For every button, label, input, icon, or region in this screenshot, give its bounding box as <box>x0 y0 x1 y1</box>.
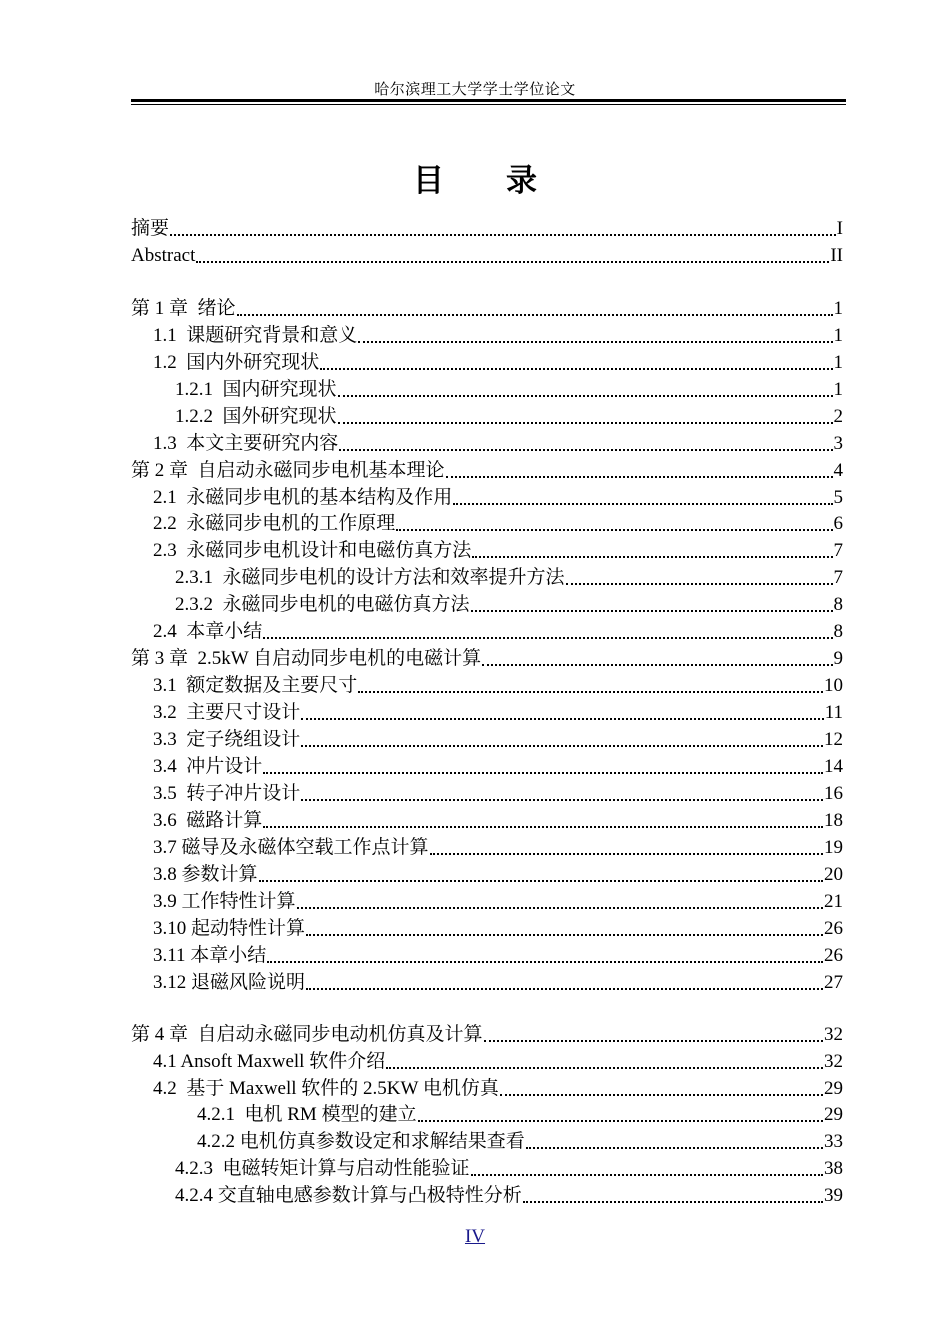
toc-entry-page: 20 <box>824 864 843 885</box>
toc-entry-page: 8 <box>833 621 843 642</box>
toc-entry-label: 1.2.1 国内研究现状 <box>175 379 337 400</box>
toc-leader-dots <box>338 394 833 397</box>
toc-entry-page: 3 <box>833 433 843 454</box>
toc-entry-page: 33 <box>824 1131 843 1152</box>
toc-entry-label: 1.3 本文主要研究内容 <box>153 433 339 454</box>
toc-entry[interactable] <box>131 751 843 778</box>
toc-leader-dots <box>306 987 823 990</box>
toc-entry-label: 3.4 冲片设计 <box>153 756 263 777</box>
toc-entry[interactable] <box>131 1153 843 1180</box>
toc-leader-dots <box>500 1093 823 1096</box>
toc-leader-dots <box>263 825 823 828</box>
toc-entry-page: 4 <box>833 460 843 481</box>
toc-entry[interactable] <box>131 1073 843 1100</box>
toc-entry[interactable] <box>131 293 843 320</box>
toc-entry[interactable] <box>131 589 843 616</box>
toc-entry-page: 7 <box>833 567 843 588</box>
toc-entry-page: 1 <box>833 298 843 319</box>
toc-entry-page: 2 <box>833 406 843 427</box>
toc-entry[interactable] <box>131 562 843 589</box>
toc-entry-page: 38 <box>824 1158 843 1179</box>
toc-leader-dots <box>297 906 823 909</box>
toc-entry-label: 4.2.3 电磁转矩计算与启动性能验证 <box>175 1158 470 1179</box>
toc-entry-label: 4.1 Ansoft Maxwell 软件介绍 <box>153 1051 386 1072</box>
toc-leader-dots <box>396 528 832 531</box>
toc-leader-dots <box>338 421 833 424</box>
header-rule-thick <box>131 99 846 102</box>
toc-entry-page: 9 <box>833 648 843 669</box>
toc-entry-label: 1.1 课题研究背景和意义 <box>153 325 358 346</box>
toc-leader-dots <box>446 475 833 478</box>
toc-entry-label: 3.10 起动特性计算 <box>153 918 306 939</box>
toc-leader-dots <box>170 233 836 236</box>
toc-leader-dots <box>263 771 823 774</box>
toc-leader-dots <box>484 1039 823 1042</box>
toc-leader-dots <box>339 448 832 451</box>
toc-entry-page: 16 <box>824 783 843 804</box>
toc-entry[interactable] <box>131 347 843 374</box>
toc-leader-dots <box>386 1066 823 1069</box>
toc-entry-page: 26 <box>824 918 843 939</box>
toc-entry-page: 1 <box>833 352 843 373</box>
toc-leader-dots <box>301 717 823 720</box>
page-footer <box>0 1226 950 1248</box>
toc-leader-dots <box>430 852 823 855</box>
toc-entry-label: 1.2 国内外研究现状 <box>153 352 320 373</box>
toc-leader-dots <box>306 933 823 936</box>
toc-entry[interactable] <box>131 1180 843 1207</box>
toc-entry-label: 3.2 主要尺寸设计 <box>153 702 301 723</box>
toc-entry-label: 2.1 永磁同步电机的基本结构及作用 <box>153 487 453 508</box>
toc-leader-dots <box>472 555 832 558</box>
page-number: IV <box>464 1226 486 1247</box>
toc-leader-dots <box>418 1119 823 1122</box>
toc-entry-page: 10 <box>824 675 843 696</box>
toc-entry-page: 18 <box>824 810 843 831</box>
header-rule-thin <box>131 104 846 105</box>
toc-entry[interactable] <box>131 1099 843 1126</box>
toc-entry[interactable] <box>131 401 843 428</box>
toc-entry-label: 4.2 基于 Maxwell 软件的 2.5KW 电机仿真 <box>153 1078 499 1099</box>
toc-entry-page: 1 <box>833 325 843 346</box>
toc-entry[interactable] <box>131 482 843 509</box>
toc-entry[interactable] <box>131 967 843 994</box>
toc-entry-page: 32 <box>824 1051 843 1072</box>
toc-entry-label: 3.7 磁导及永磁体空载工作点计算 <box>153 837 429 858</box>
toc-entry-page: 21 <box>824 891 843 912</box>
toc-leader-dots <box>263 636 832 639</box>
toc-entry-label: 4.2.2 电机仿真参数设定和求解结果查看 <box>197 1131 525 1152</box>
toc-entry-page: 6 <box>833 513 843 534</box>
toc-entry-page: 12 <box>824 729 843 750</box>
toc-leader-dots <box>237 313 833 316</box>
toc-entry[interactable] <box>131 508 843 535</box>
toc-leader-dots <box>526 1146 823 1149</box>
toc-leader-dots <box>301 798 823 801</box>
toc-entry[interactable] <box>131 913 843 940</box>
toc-entry-label: 第 1 章 绪论 <box>131 298 236 319</box>
toc-entry[interactable] <box>131 1126 843 1153</box>
toc-entry-label: 2.2 永磁同步电机的工作原理 <box>153 513 396 534</box>
toc-entry[interactable] <box>131 670 843 697</box>
toc-entry[interactable] <box>131 320 843 347</box>
toc-leader-dots <box>523 1200 823 1203</box>
toc-entry-page: 5 <box>833 487 843 508</box>
toc-leader-dots <box>320 367 832 370</box>
toc-entry-label: 3.11 本章小结 <box>153 945 267 966</box>
toc-entry-page: 29 <box>824 1104 843 1125</box>
toc-entry-page: 11 <box>824 702 843 723</box>
toc-entry-page: 32 <box>824 1024 843 1045</box>
toc-entry-page: 27 <box>824 972 843 993</box>
toc-entry-page: I <box>836 218 843 239</box>
toc-entry[interactable] <box>131 535 843 562</box>
toc-entry-label: 3.1 额定数据及主要尺寸 <box>153 675 358 696</box>
toc-entry-label: Abstract <box>131 245 196 266</box>
toc-entry[interactable] <box>131 643 843 670</box>
toc-entry-page: 14 <box>824 756 843 777</box>
toc-entry-label: 摘要 <box>131 218 170 239</box>
toc-entry-label: 2.4 本章小结 <box>153 621 263 642</box>
toc-entry-label: 2.3.1 永磁同步电机的设计方法和效率提升方法 <box>175 567 565 588</box>
title-char-right: 录 <box>506 163 537 199</box>
toc-entry-label: 第 4 章 自启动永磁同步电动机仿真及计算 <box>131 1024 483 1045</box>
toc-entry[interactable] <box>131 1019 843 1046</box>
toc-entry-page: 8 <box>833 594 843 615</box>
toc-entry[interactable] <box>131 428 843 455</box>
toc-entry[interactable] <box>131 213 843 240</box>
toc-leader-dots <box>358 690 823 693</box>
toc-entry[interactable] <box>131 374 843 401</box>
toc-entry[interactable] <box>131 832 843 859</box>
toc-entry-label: 3.9 工作特性计算 <box>153 891 296 912</box>
toc-entry-page: 1 <box>833 379 843 400</box>
toc-entry[interactable] <box>131 886 843 913</box>
toc-entry-label: 3.6 磁路计算 <box>153 810 263 831</box>
toc-entry-label: 3.5 转子冲片设计 <box>153 783 301 804</box>
toc-entry-page: 7 <box>833 540 843 561</box>
toc-leader-dots <box>301 744 823 747</box>
toc-entry-page: 29 <box>824 1078 843 1099</box>
toc-entry[interactable] <box>131 724 843 751</box>
toc-leader-dots <box>471 1173 823 1176</box>
toc-leader-dots <box>267 960 823 963</box>
toc-entry[interactable] <box>131 778 843 805</box>
toc-entry-page: 19 <box>824 837 843 858</box>
toc-leader-dots <box>196 260 829 263</box>
toc-leader-dots <box>471 609 833 612</box>
toc-leader-dots <box>482 663 832 666</box>
toc-entry-label: 2.3 永磁同步电机设计和电磁仿真方法 <box>153 540 472 561</box>
toc-entry[interactable] <box>131 697 843 724</box>
toc-entry[interactable] <box>131 1046 843 1073</box>
toc-entry[interactable] <box>131 940 843 967</box>
toc-leader-dots <box>358 340 832 343</box>
page-title <box>0 155 950 200</box>
toc-entry[interactable] <box>131 616 843 643</box>
toc-leader-dots <box>566 582 833 585</box>
toc-entry-label: 3.3 定子绕组设计 <box>153 729 301 750</box>
toc-entry-label: 4.2.1 电机 RM 模型的建立 <box>197 1104 417 1125</box>
toc-entry[interactable] <box>131 240 843 267</box>
toc-entry-page: 39 <box>824 1185 843 1206</box>
toc-leader-dots <box>453 502 832 505</box>
toc-entry-page: 26 <box>824 945 843 966</box>
toc-entry-label: 第 2 章 自启动永磁同步电机基本理论 <box>131 460 445 481</box>
toc-entry-label: 第 3 章 2.5kW 自启动同步电机的电磁计算 <box>131 648 482 669</box>
toc-entry-label: 3.8 参数计算 <box>153 864 258 885</box>
toc-entry[interactable] <box>131 805 843 832</box>
toc-entry-label: 2.3.2 永磁同步电机的电磁仿真方法 <box>175 594 470 615</box>
toc-entry-label: 4.2.4 交直轴电感参数计算与凸极特性分析 <box>175 1185 522 1206</box>
toc-entry[interactable] <box>131 859 843 886</box>
title-char-left: 目 <box>413 163 444 199</box>
toc-entry-page: II <box>830 245 843 266</box>
toc-entry[interactable] <box>131 455 843 482</box>
toc-entry-label: 1.2.2 国外研究现状 <box>175 406 337 427</box>
page-header: 哈尔滨理工大学学士学位论文 <box>374 82 576 98</box>
toc-leader-dots <box>259 879 823 882</box>
toc-entry-label: 3.12 退磁风险说明 <box>153 972 306 993</box>
